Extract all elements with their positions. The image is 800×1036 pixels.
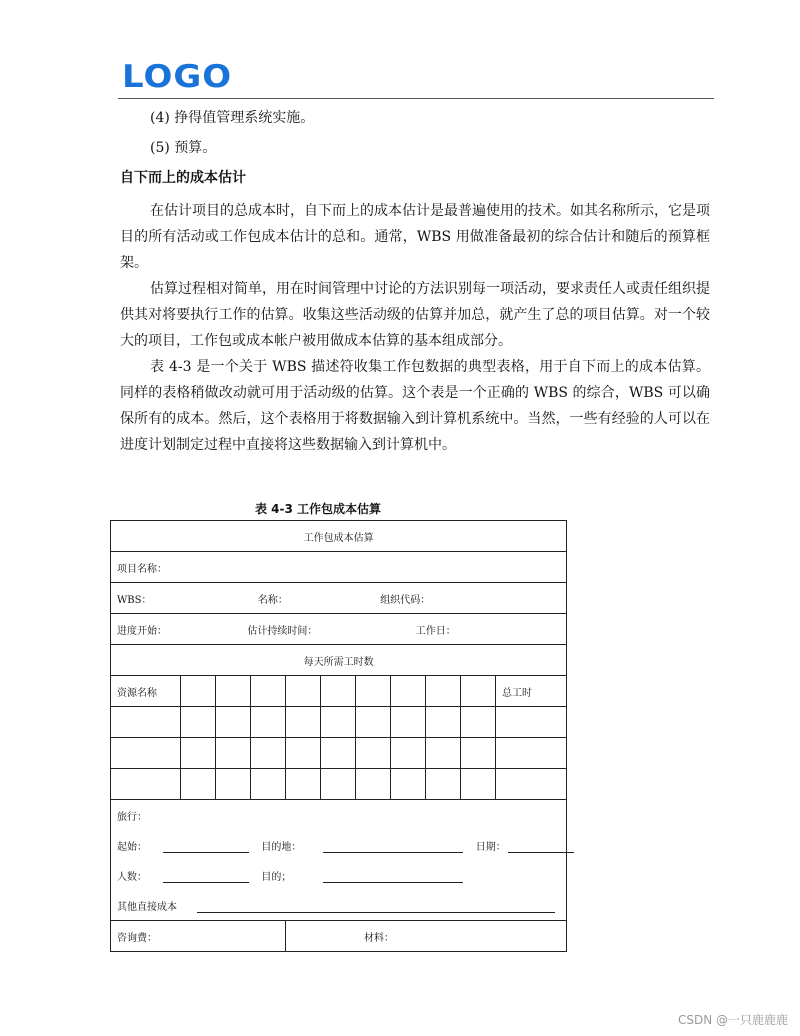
table-cell[interactable] [181, 707, 216, 738]
from-input[interactable] [163, 840, 249, 853]
table-cell[interactable] [251, 707, 286, 738]
table-cell[interactable] [391, 676, 426, 707]
date-label: 日期： [475, 841, 506, 853]
table-cell[interactable] [181, 738, 216, 769]
other-direct-label: 其他直接成本 [117, 901, 177, 913]
duration-label: 估计持续时间： [247, 625, 318, 637]
other-direct-input[interactable] [197, 900, 555, 913]
table-cell[interactable] [496, 707, 567, 738]
table-cell[interactable] [286, 676, 321, 707]
hours-title: 每天所需工时数 [111, 645, 567, 676]
logo: LOGO [122, 58, 233, 96]
list-item: (5) 预算。 [150, 140, 217, 156]
table-cell[interactable] [111, 707, 181, 738]
table-cell[interactable] [286, 769, 321, 800]
table-cell[interactable] [426, 738, 461, 769]
table-cell[interactable] [391, 738, 426, 769]
table-row [111, 738, 567, 769]
list-item: (4) 挣得值管理系统实施。 [150, 110, 315, 126]
table-row [111, 707, 567, 738]
table-cell[interactable] [216, 676, 251, 707]
destination-label: 目的地： [261, 841, 302, 853]
table-cell[interactable] [496, 738, 567, 769]
table-cell[interactable] [426, 707, 461, 738]
table-cell[interactable] [461, 707, 496, 738]
from-label: 起始： [117, 841, 147, 853]
wbs-row [111, 583, 567, 614]
other-direct-row [111, 890, 567, 921]
table-cell[interactable] [356, 676, 391, 707]
purpose-label: 目的； [261, 871, 292, 883]
table-cell[interactable] [321, 676, 356, 707]
table-cell[interactable] [286, 738, 321, 769]
table-cell[interactable] [321, 738, 356, 769]
table-cell[interactable] [111, 769, 181, 800]
paragraph: 估算过程相对简单，用在时间管理中讨论的方法识别每一项活动，要求责任人或责任组织提供其对将要执行工作的估算。收集这些活动级的估算并加总，就产生了总的项目估算。对一个较大的项目，工作包或成本帐户被用做成本估算的基本组成部分。 [120, 281, 710, 349]
table-cell[interactable] [286, 707, 321, 738]
purpose-input[interactable] [323, 870, 463, 883]
date-input[interactable] [508, 840, 574, 853]
consult-field[interactable]: 咨询费： [111, 921, 286, 952]
work-package-cost-form [110, 520, 567, 952]
table-cell[interactable] [356, 707, 391, 738]
people-label: 人数： [117, 871, 147, 883]
schedule-row [111, 614, 567, 645]
table-cell[interactable] [111, 738, 181, 769]
project-name-field[interactable]: 项目名称： [111, 552, 567, 583]
table-cell[interactable] [461, 769, 496, 800]
paragraph: 在估计项目的总成本时，自下而上的成本估计是最普遍使用的技术。如其名称所示，它是项目的所有活动或工作包成本估计的总和。通常，WBS 用做准备最初的综合估计和随后的预算框架。 [120, 203, 710, 271]
table-cell[interactable] [181, 676, 216, 707]
wbs-label: WBS： [117, 594, 152, 606]
org-code-label: 组织代码： [380, 594, 431, 606]
paragraph: 表 4-3 是一个关于 WBS 描述符收集工作包数据的典型表格，用于自下而上的成本估算。同样的表格稍做改动就可用于活动级的估算。这个表是一个正确的 WBS 的综合，WBS 可以确保所有的成本。然后，这个表格用于将数据输入到计算机系统中。当然，一些有经验的人可以在进度计划制定过程中直接将这些数据输入到计算机中。 [120, 359, 710, 453]
table-cell[interactable] [181, 769, 216, 800]
table-caption: 表 4-3 工作包成本估算 [254, 502, 382, 516]
document-body [120, 108, 710, 458]
table-cell[interactable] [426, 676, 461, 707]
table-cell[interactable] [251, 769, 286, 800]
destination-input[interactable] [323, 840, 463, 853]
resource-label: 资源名称 [111, 676, 181, 707]
start-label: 进度开始： [117, 625, 167, 637]
table-cell[interactable] [496, 769, 567, 800]
table-cell[interactable] [356, 769, 391, 800]
people-input[interactable] [163, 870, 249, 883]
table-cell[interactable] [391, 769, 426, 800]
table-cell[interactable] [216, 738, 251, 769]
table-cell[interactable] [216, 707, 251, 738]
table-row [111, 769, 567, 800]
travel-from-row [111, 830, 567, 860]
table-cell[interactable] [426, 769, 461, 800]
table-cell[interactable] [461, 738, 496, 769]
table-cell[interactable] [391, 707, 426, 738]
table-cell[interactable] [321, 769, 356, 800]
table-cell[interactable] [216, 769, 251, 800]
travel-people-row [111, 860, 567, 890]
material-field[interactable]: 材料： [286, 921, 567, 952]
form-title: 工作包成本估算 [111, 521, 567, 552]
workday-label: 工作日： [415, 625, 456, 637]
header-rule [118, 98, 714, 99]
total-hours-label: 总工时 [496, 676, 567, 707]
table-cell[interactable] [251, 676, 286, 707]
travel-label: 旅行： [111, 800, 567, 831]
name-label: 名称： [257, 594, 288, 606]
section-heading: 自下而上的成本估计 [120, 170, 246, 186]
watermark: CSDN @一只鹿鹿鹿 [677, 1013, 788, 1027]
table-cell[interactable] [321, 707, 356, 738]
table-cell[interactable] [356, 738, 391, 769]
table-cell[interactable] [251, 738, 286, 769]
table-cell[interactable] [461, 676, 496, 707]
